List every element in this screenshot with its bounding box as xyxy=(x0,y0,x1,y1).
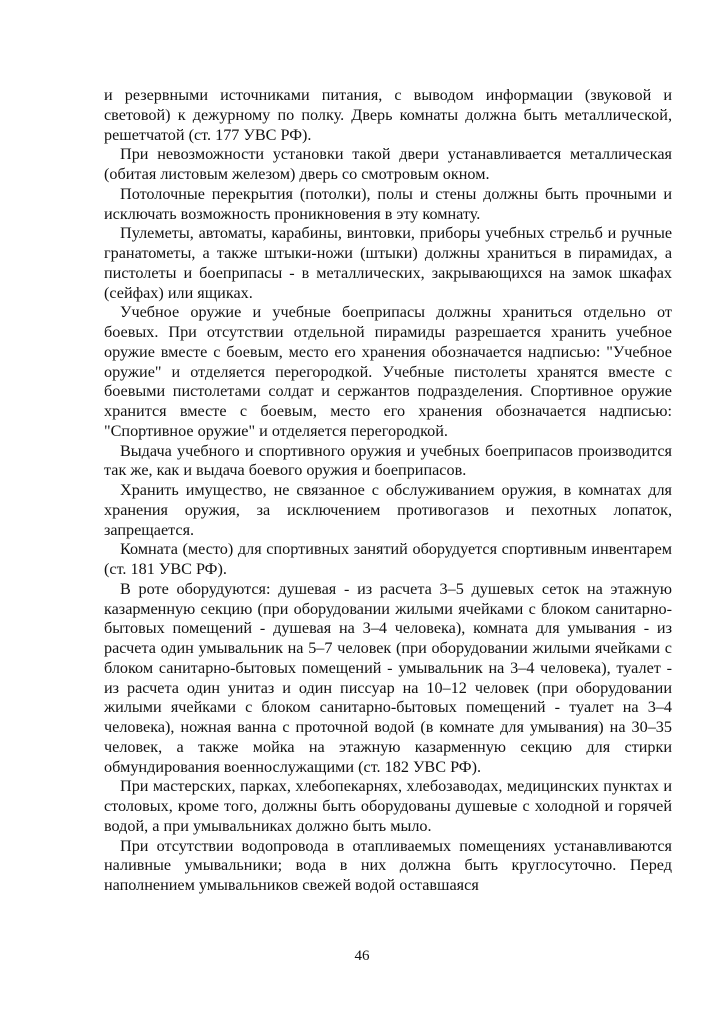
paragraph-continued: и резервными источниками питания, с выводом информации (звуковой и световой) к дежурному по полку. Дверь комнаты должна быть металлической, решетчатой (ст. 177 УВС РФ). xyxy=(104,86,672,144)
paragraph: Выдача учебного и спортивного оружия и учебных боеприпасов производится так же, как и выдача боевого оружия и боеприпасов. xyxy=(104,441,672,480)
page-body xyxy=(104,86,672,896)
paragraph: Потолочные перекрытия (потолки), полы и стены должны быть прочными и исключать возможность проникновения в эту комнату. xyxy=(104,184,672,223)
paragraph: Комната (место) для спортивных занятий оборудуется спортивным инвентарем (ст. 181 УВС РФ). xyxy=(104,540,672,578)
paragraph: Учебное оружие и учебные боеприпасы должны храниться отдельно от боевых. При отсутствии отдельной пирамиды разрешается хранить учебное оружие вместе с боевым, место его хранения обозначается надписью: "Учебное оружие" и отделяется перегородкой. Учебные пистолеты хранятся вместе с боевыми пистолетами солдат и сержантов подразделения. Спортивное оружие хранится вместе с боевым, место его хранения обозначается надписью: "Спортивное оружие" и отделяется перегородкой. xyxy=(104,303,672,440)
paragraph: При отсутствии водопровода в отапливаемых помещениях устанавливаются наливные умывальники; вода в них должна быть круглосуточно. Перед наполнением умывальников свежей водой оставшаяся xyxy=(104,836,672,894)
paragraph: Пулеметы, автоматы, карабины, винтовки, приборы учебных стрельб и ручные гранатометы, а также штыки-ножи (штыки) должны храниться в пирамидах, а пистолеты и боеприпасы - в металлических, закрывающихся на замок шкафах (сейфах) или ящиках. xyxy=(104,224,672,302)
paragraph: Хранить имущество, не связанное с обслуживанием оружия, в комнатах для хранения оружия, за исключением противогазов и пехотных лопаток, запрещается. xyxy=(104,481,672,539)
paragraph: При мастерских, парках, хлебопекарнях, хлебозаводах, медицинских пунктах и столовых, кроме того, должны быть оборудованы душевые с холодной и горячей водой, а при умывальниках должно быть мыло. xyxy=(104,777,672,835)
page-number: 46 xyxy=(354,948,370,964)
paragraph: При невозможности установки такой двери устанавливается металлическая (обитая листовым железом) дверь со смотровым окном. xyxy=(104,145,672,183)
paragraph: В роте оборудуются: душевая - из расчета 3–5 душевых сеток на этажную казарменную секцию (при оборудовании жилыми ячейками с блоком санитарно-бытовых помещений - душевая на 3–4 человека), комната для умывания - из расчета один умывальник на 5–7 человек (при оборудовании жилыми ячейками с блоком санитарно-бытовых помещений - умывальник на 3–4 человека), туалет - из расчета один унитаз и один писсуар на 10–12 человек (при оборудовании жилыми ячейками с блоком санитарно-бытовых помещений - туалет на 3–4 человека), ножная ванна с проточной водой (в комнате для умывания) на 30–35 человек, а также мойка на этажную казарменную секцию для стирки обмундирования военнослужащими (ст. 182 УВС РФ). xyxy=(104,579,672,776)
